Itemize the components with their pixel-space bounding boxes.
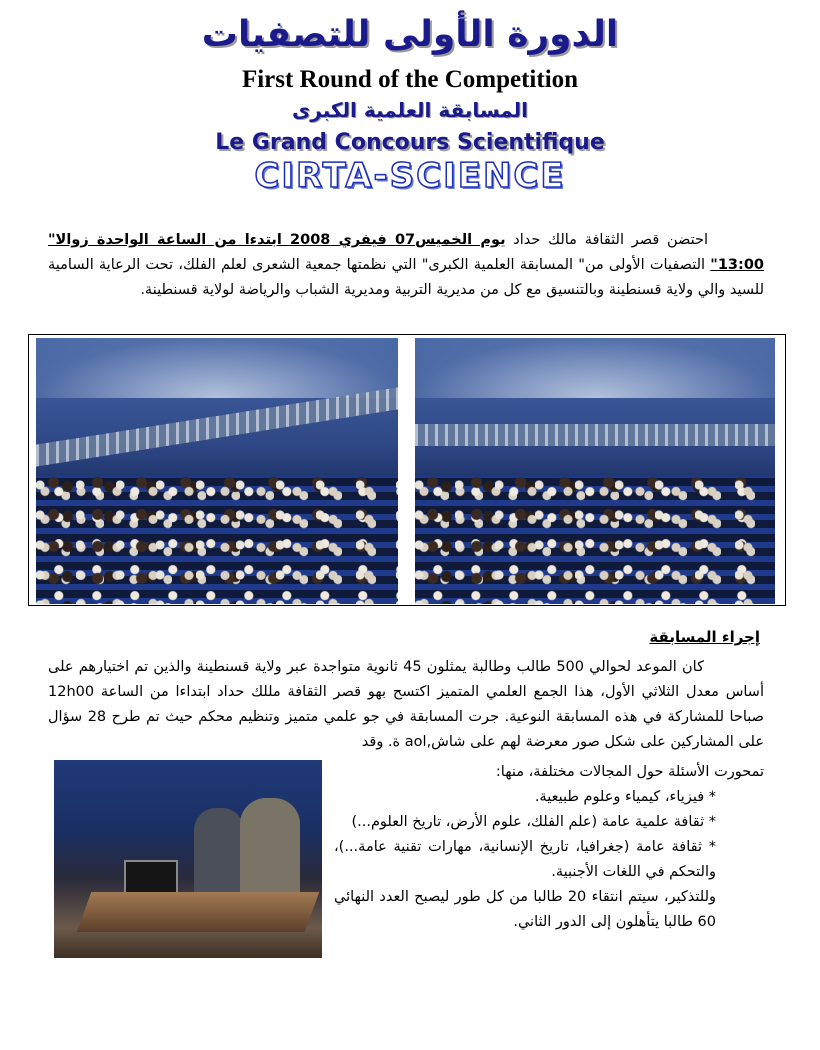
intro-paragraph [48, 228, 764, 303]
topics-list [334, 760, 764, 935]
auditorium-photo-right [415, 338, 775, 604]
audience-crowd [36, 476, 398, 604]
ceiling-lights [36, 338, 398, 398]
title-english: First Round of the Competition [241, 66, 579, 93]
subtitle-arabic: المسابقة العلمية الكبرى [291, 98, 529, 122]
balcony-railing [36, 387, 398, 466]
section-paragraph [48, 655, 764, 755]
list-item: * ثقافة علمية عامة (علم الفلك، علوم الأرض، تاريخ العلوم...) [351, 814, 716, 830]
photo-frame [28, 334, 786, 606]
balcony-railing [415, 424, 775, 446]
subtitle-french: Le Grand Concours Scientifique [215, 130, 605, 155]
jury-photo [54, 760, 322, 958]
intro-text-c: التصفيات الأولى من" المسابقة العلمية الكبرى" التي نظمتها جمعية الشعرى لعلم الفلك، تحت الرعاية السامية للسيد والي ولاية قسنطينة وبالتنسيق مع كل من مديرية التربية ومديرية الشباب والرياضة لولاية قسنطينة. [48, 257, 764, 298]
list-intro: تمحورت الأسئلة حول المجالات مختلفة، منها: [495, 764, 764, 780]
section-paragraph-text: كان الموعد لحوالي 500 طالب وطالبة يمثلون 45 ثانوية متواجدة عبر ولاية قسنطينة والذين تم اختيارهم على أساس معدل الثلاثي الأول، هذا الجمع العلمي المتميز اكتسح بهو قصر الثقافة مللك حداد ابتداءا من الساعة 12h00 صباحا للمشاركة في هذه المسابقة النوعية. جرت المسابقة في جو علمي متميز وتنظيم محكم حيث تم طرح 28 سؤال على المشاركين على شكل صور معرضة لهم على شاش,aol ة. وقد [48, 659, 764, 750]
audience-crowd [415, 476, 775, 604]
list-item: * فيزياء، كيمياء وعلوم طبيعية. [534, 789, 716, 805]
section-heading: إجراء المسابقة [649, 628, 760, 646]
intro-text-a: احتضن قصر الثقافة مالك حداد [505, 232, 708, 248]
intro-date-underlined: يوم الخميس07 فيفري 2008 ابتدءا من الساعة الواحدة زوالا" 13:00" [48, 232, 764, 273]
cirta-science-logo: CIRTA-SCIENCE [254, 156, 566, 196]
table [77, 892, 320, 932]
auditorium-photo-left [36, 338, 398, 604]
closing-note: وللتذكير، سيتم انتقاء 20 طالبا من كل طور ليصبح العدد النهائي 60 طالبا يتأهلون إلى الدور الثاني. [334, 889, 716, 930]
ceiling-lights [415, 338, 775, 398]
list-item: * ثقافة عامة (جغرافيا، تاريخ الإنسانية، مهارات تقنية عامة...)، والتحكم في اللغات الأجنبية. [334, 839, 716, 880]
laptop [124, 860, 178, 896]
title-arabic: الدورة الأولى للتصفيات [201, 14, 619, 55]
